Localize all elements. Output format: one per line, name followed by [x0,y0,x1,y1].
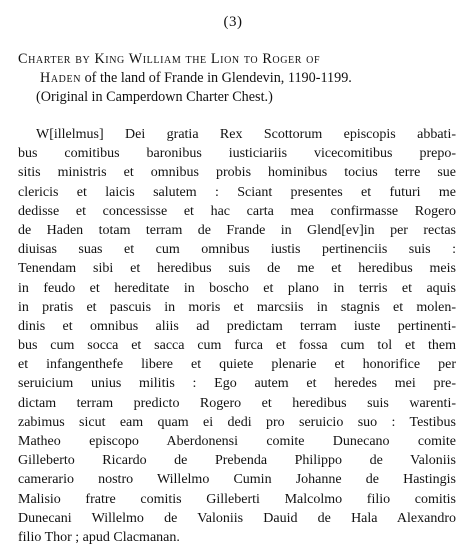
charter-heading [18,50,458,107]
body-line: in feudo et hereditate in boscho et plano in terris et aquis [18,280,456,296]
body-line: dictam terram predicto Rogero et heredibus suis warenti- [18,395,456,411]
body-line: W[illelmus] Dei gratia Rex Scottorum episcopis abbati- [36,127,456,142]
body-line: bus cum socca et sacca cum furca et fossa cum tol et them [18,338,456,354]
heading-line-3: (Original in Camperdown Charter Chest.) [36,89,273,105]
body-line: Dunecani Willelmo de Valoniis Dauid de Hala Alexandro [18,510,456,526]
body-line: clericis et laicis salutem : Sciant presentes et futuri me [18,184,456,200]
body-line: camerario nostro Willelmo Cumin Johanne de Hastingis [18,472,456,488]
body-line: dinis et omnibus aliis ad predictam terram iuste pertinenti- [18,318,456,334]
body-line: zabimus sicut eam quam ei dedi pro seruicio suo : Testibus [18,414,456,430]
body-line: Tenendam sibi et heredibus suis de me et heredibus meis [18,261,456,277]
body-line: Matheo episcopo Aberdonensi comite Dunecano comite [18,434,456,449]
body-line: sitis ministris et omnibus probis hominibus tocius terre sue [18,165,456,181]
body-line: Malisio fratre comitis Gilleberti Malcolmo filio comitis [18,491,456,507]
body-line: diuisas suas et cum omnibus iustis pertinenciis suis : [18,242,456,258]
page-number: (3) [223,14,243,30]
body-line: de Haden totam terram de Frande in Glend[ev]in per rectas [18,222,456,238]
heading-line-2-rest: of the land of Frande in Glendevin, 1190-1199. [81,70,352,86]
body-line: seruicium unius militis : Ego autem et heredes mei pre- [18,376,456,392]
heading-line-2 [18,69,458,88]
body-line: bus comitibus baronibus iusticiariis vicecomitibus prepo- [18,146,456,162]
body-line: dedisse et concessisse et hac carta mea confirmasse Rogero [18,203,456,219]
body-line: in pratis et pascuis in moris et marcsiis in stagnis et molen- [18,299,456,315]
charter-body [18,125,456,547]
body-line: et infangenthefe libere et quiete plenarie et honorifice per [18,357,456,373]
heading-name-haden: Haden [40,70,82,86]
body-line: filio Thor ; apud Clacmanan. [18,529,180,545]
heading-line-1: Charter by King William the Lion to Roger of [18,51,321,67]
body-line: Gilleberto Ricardo de Prebenda Philippo de Valoniis [18,453,456,469]
